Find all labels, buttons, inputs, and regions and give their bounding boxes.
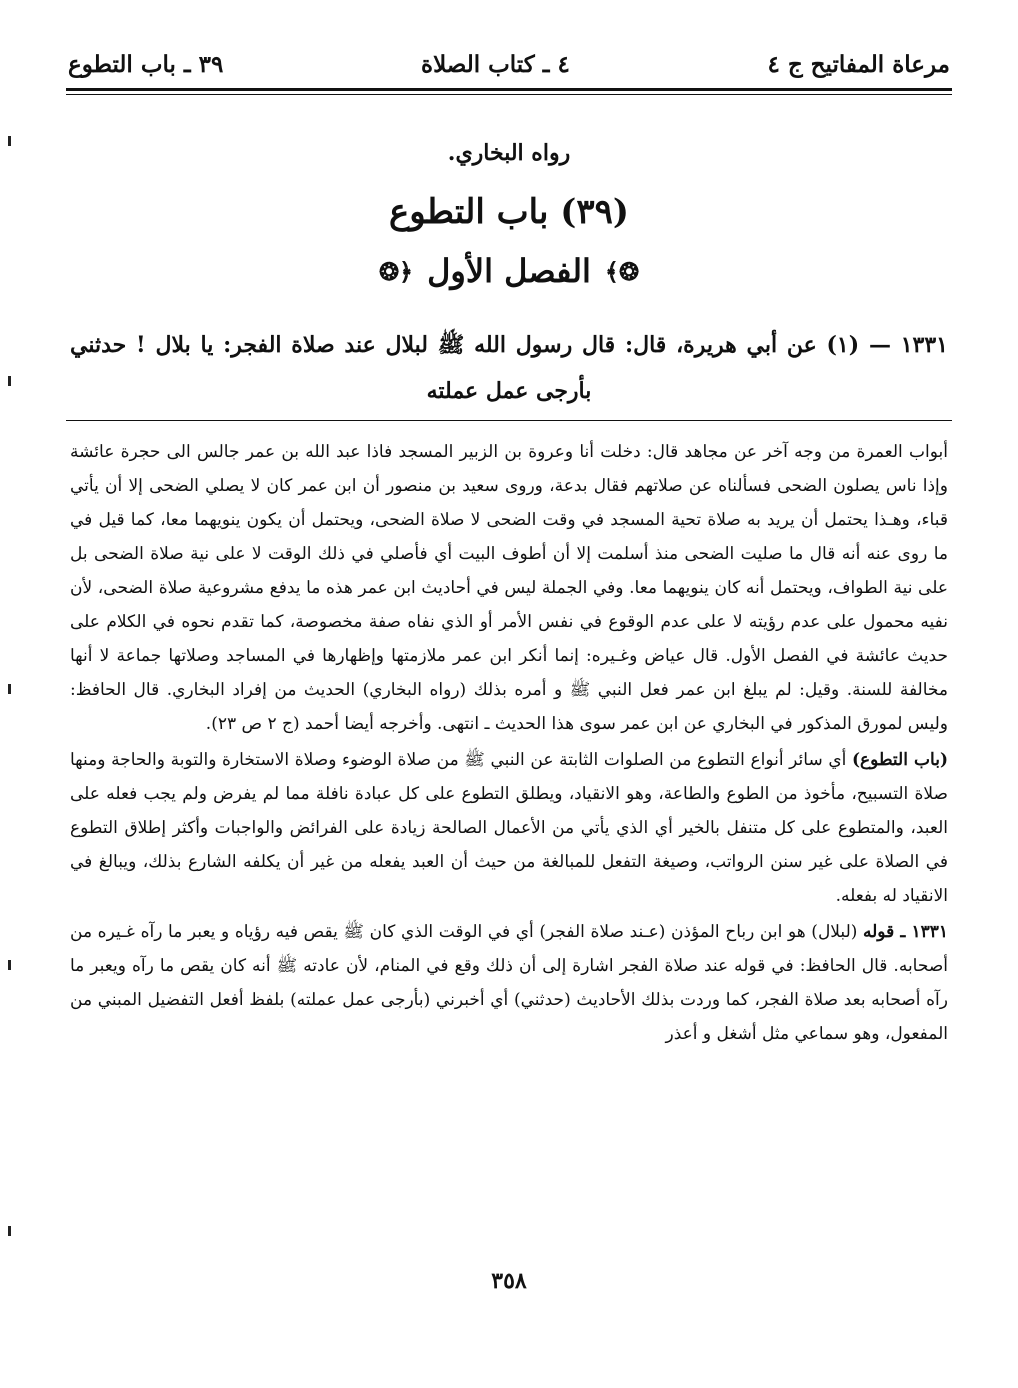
margin-mark — [8, 960, 11, 970]
margin-mark — [8, 1226, 11, 1236]
ornament-right-icon: ❂﴾ — [604, 256, 640, 286]
header-rule-thick — [66, 88, 952, 91]
fasl-heading — [66, 252, 952, 290]
margin-mark — [8, 136, 11, 146]
text-commentary-divider — [66, 420, 952, 421]
commentary-paragraph-1: أبواب العمرة من وجه آخر عن مجاهد قال: دخلت أنا وعروة بن الزبير المسجد فاذا عبد الله بن عمر جالس الى حجرة عائشة وإذا ناس يصلون الضحى فسألناه عن صلاتهم فقال بدعة، وروى سعيد بن منصور أن ابن عمر كان لا يصلي الضحى إلا أن يأتي قباء، وهـذا يحتمل أن يريد به صلاة تحية المسجد في وقت الضحى لا صلاة الضحى، ويحتمل أن يكون ينويهما معا، كما قيل في ما روى عنه أنه قال ما صليت الضحى منذ أسلمت إلا أن أطوف البيت أي فأصلي في ذلك الوقت لا على نية صلاة الضحى بل على نية الطواف، ويحتمل أنه كان ينويهما معا. وفي الجملة ليس في أحاديث ابن عمر هذه ما يدفع مشروعية صلاة الضحى، لأن نفيه محمول على عدم رؤيته لا على عدم الوقوع في نفس الأمر أو الذي نفاه صفة مخصوصة، كما تقدم نحوه في الكلام على حديث عائشة في الفصل الأول. قال عياض وغـيره: إنما أنكر ابن عمر ملازمتها وإظهارها في المساجد وصلاتها جماعة لا أنها مخالفة للسنة. وقيل: لم يبلغ ابن عمر فعل النبي ﷺ و أمره بذلك (رواه البخاري) الحديث من إفراد البخاري. قال الحافظ: وليس لمورق المذكور في البخاري عن ابن عمر سوى هذا الحديث ـ انتهى. وأخرجه أيضا أحمد (ج ٢ ص ٢٣). — [70, 442, 948, 734]
riwayah-line: رواه البخاري. — [447, 140, 571, 166]
ornament-left-icon: ﴿❂ — [378, 256, 414, 286]
header-chapter: ٤ ـ كتاب الصلاة — [421, 50, 570, 78]
paragraph-2-body: أي سائر أنواع التطوع من الصلوات الثابتة عن النبي ﷺ من صلاة الوضوء وصلاة الاستخارة والتوبة والحاجة ومنها صلاة التسبيح، مأخوذ من الطوع والطاعة، وهو الانقياد، ويطلق التطوع على كل عبادة نافلة مما لم يفرض ولم يجب فعله على العبد، والمتطوع على كل متنفل بالخير أي الذي يأتي من الأعمال الصالحة زيادة على الفرائض والواجبات وأكثر إطلاق التطوع في الصلاة على غير سنن الرواتب، وصيغة التفعل للمبالغة من حيث أن العبد يفعله من غير أن يكلفه الشارع بذلك، ويبالغ في الانقياد له بفعله. — [70, 750, 948, 906]
margin-mark — [8, 684, 11, 694]
running-header — [68, 42, 950, 86]
header-rule-thin — [66, 94, 952, 95]
fasl-title: الفصل الأول — [427, 252, 591, 290]
header-section: ٣٩ ـ باب التطوع — [68, 50, 224, 78]
bab-title: (٣٩) باب التطوع — [388, 192, 630, 232]
page-number: ٣٥٨ — [491, 1268, 527, 1294]
paragraph-3-lead: ١٣٣١ ـ قوله — [863, 922, 948, 942]
hadith-text: ١٣٣١ — (١) عن أبي هريرة، قال: قال رسول الله ﷺ لبلال عند صلاة الفجر: يا بلال ! حدثني بأرجى عمل عملته — [70, 332, 948, 404]
header-book-title: مرعاة المفاتيح ج ٤ — [767, 50, 950, 78]
paragraph-2-lead: (باب التطوع) — [851, 750, 949, 770]
commentary-block — [70, 435, 948, 1053]
commentary-paragraph-2 — [70, 743, 948, 913]
paragraph-3-body: (لبلال) هو ابن رباح المؤذن (عـند صلاة الفجر) أي في الوقت الذي كان ﷺ يقص فيه رؤياه و يعبر ما رآه غـيره من أصحابه. قال الحافظ: في قوله عند صلاة الفجر اشارة إلى أن ذلك وقع في المنام، لأن عادته ﷺ أنه كان يقص ما رآه ويعبر ما رآه أصحابه بعد صلاة الفجر، كما وردت بذلك الأحاديث (حدثني) أي أخبرني (بأرجى عمل عملته) بلفظ أفعل التفضيل المبني من المفعول، وهو سماعي مثل أشغل و أعذر — [70, 922, 948, 1044]
commentary-paragraph-3 — [70, 915, 948, 1051]
margin-mark — [8, 376, 11, 386]
